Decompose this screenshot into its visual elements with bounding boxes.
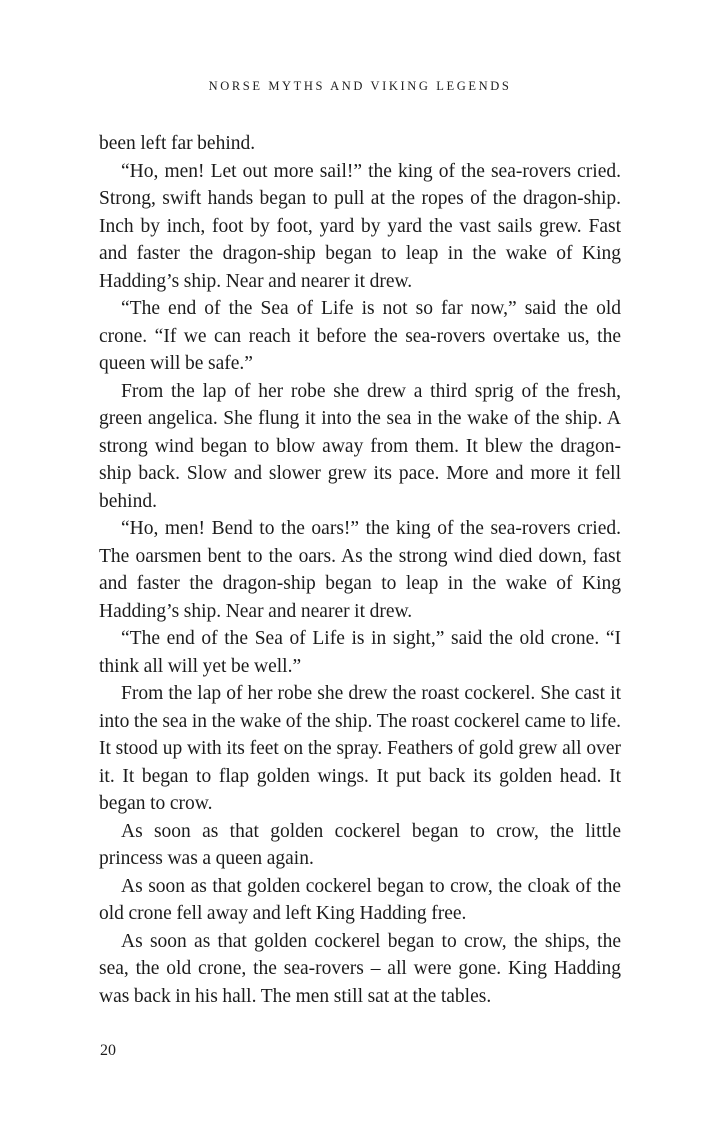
- page-body-text: [99, 130, 621, 1010]
- paragraph: From the lap of her robe she drew the roast cockerel. She cast it into the sea in the wake of the ship. The roast cockerel came to life. It stood up with its feet on the spray. Feathers of gold grew all over it. It began to flap golden wings. It put back its golden head. It began to crow.: [99, 683, 621, 814]
- paragraph: As soon as that golden cockerel began to crow, the cloak of the old crone fell away and left King Hadding free.: [99, 875, 621, 924]
- paragraph: “Ho, men! Let out more sail!” the king of the sea-rovers cried. Strong, swift hands began to pull at the ropes of the dragon-ship. Inch by inch, foot by foot, yard by yard the vast sails grew. Fast and faster the dragon-ship began to leap in the wake of King Hadding’s ship. Near and nearer it drew.: [99, 160, 621, 292]
- page-number: 20: [100, 1042, 116, 1059]
- paragraph: “The end of the Sea of Life is not so far now,” said the old crone. “If we can reach it before the sea-rovers overtake us, the queen will be safe.”: [99, 298, 621, 374]
- paragraph: “The end of the Sea of Life is in sight,” said the old crone. “I think all will yet be well.”: [99, 628, 621, 677]
- paragraph: As soon as that golden cockerel began to crow, the ships, the sea, the old crone, the sea-rovers – all were gone. King Hadding was back in his hall. The men still sat at the tables.: [99, 930, 621, 1007]
- paragraph: As soon as that golden cockerel began to crow, the little princess was a queen again.: [99, 820, 621, 869]
- running-header: NORSE MYTHS AND VIKING LEGENDS: [208, 79, 512, 93]
- paragraph: From the lap of her robe she drew a third sprig of the fresh, green angelica. She flung it into the sea in the wake of the ship. A strong wind began to blow away from them. It blew the dragon-ship back. Slow and slower grew its pace. More and more it fell behind.: [99, 380, 621, 512]
- paragraph: “Ho, men! Bend to the oars!” the king of the sea-rovers cried. The oarsmen bent to the oars. As the strong wind died down, fast and faster the dragon-ship began to leap in the wake of King Hadding’s ship. Near and nearer it drew.: [99, 518, 621, 622]
- paragraph: been left far behind.: [99, 133, 256, 154]
